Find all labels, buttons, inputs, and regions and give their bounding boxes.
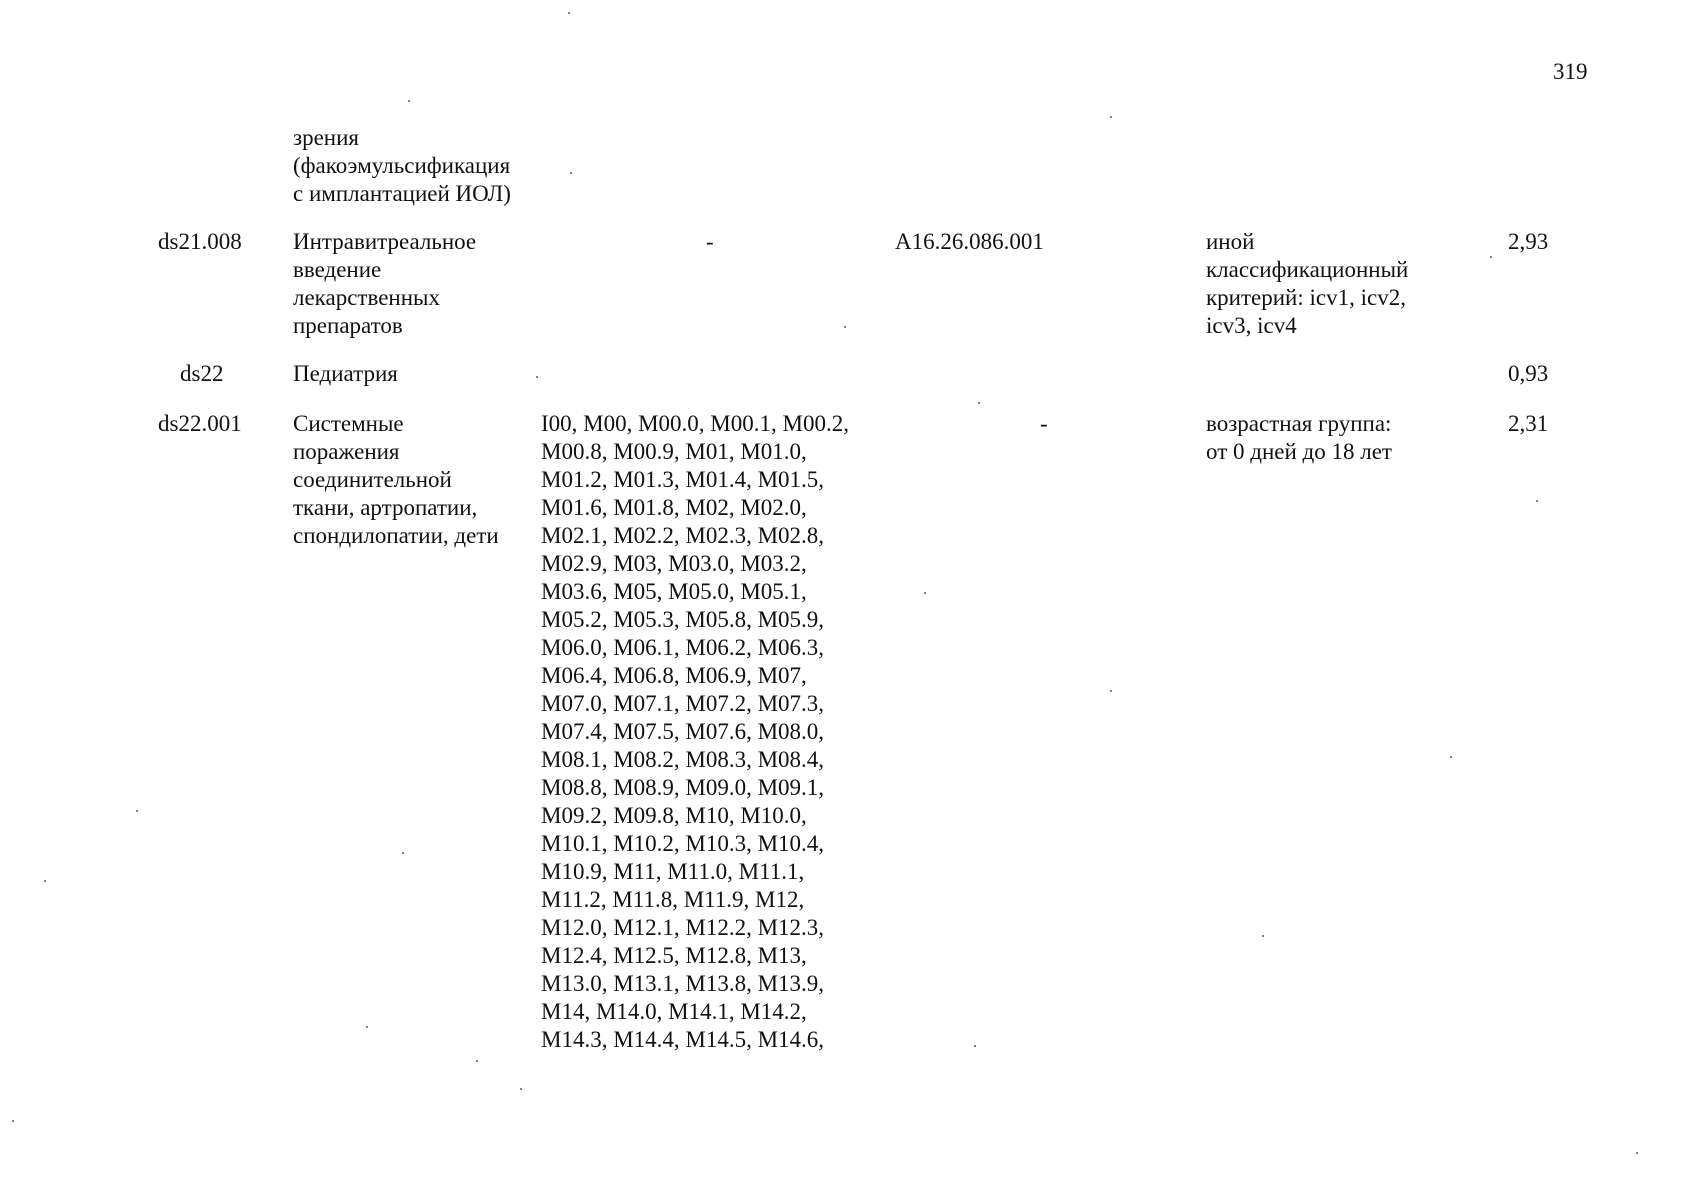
continuation-name-cell: зрения (факоэмульсификация с имплантацией ИОЛ) (293, 125, 511, 206)
row-1-coefficient-cell: 0,93 (1508, 361, 1549, 386)
row-2-criteria-cell: возрастная группа: от 0 дней до 18 лет (1206, 411, 1392, 464)
row-2-services-cell: - (1040, 411, 1048, 436)
scan-speck (366, 1026, 368, 1028)
row-0-name-cell: Интравитреальное введение лекарственных препаратов (293, 229, 477, 338)
scan-speck (136, 810, 138, 812)
scan-speck (476, 1060, 478, 1062)
scan-speck (924, 592, 926, 594)
row-1-name-cell: Педиатрия (293, 361, 398, 386)
scan-speck (570, 172, 572, 174)
row-0-coefficient-cell: 2,93 (1508, 229, 1549, 254)
scan-speck (974, 1045, 976, 1047)
scan-speck (1262, 935, 1264, 937)
scan-speck (408, 100, 410, 102)
scan-speck (1536, 500, 1538, 502)
scan-speck (978, 402, 980, 404)
row-0-diagnoses-cell: - (706, 229, 714, 254)
scan-speck (1110, 690, 1112, 692)
scan-speck (1490, 256, 1492, 258)
row-2-diagnoses-cell: I00, M00, M00.0, M00.1, M00.2, M00.8, M00.9, M01, M01.0, M01.2, M01.3, M01.4, M01.5, M01.6, M01.8, M02, M02.0, M02.1, M02.2, M02.3, M02.8, M02.9, M03, M03.0, M03.2, M03.6, M05, M05.0, M05.1, M05.2, M05.3, M05.8, M05.9, M06.0, M06.1, M06.2, M06.3, M06.4, M06.8, M06.9, M07, M07.0, M07.1, M07.2, M07.3, M07.4, M07.5, M07.6, M08.0, M08.1, M08.2, M08.3, M08.4, M08.8, M08.9, M09.0, M09.1, M09.2, M09.8, M10, M10.0, M10.1, M10.2, M10.3, M10.4, M10.9, M11, M11.0, M11.1, M11.2, M11.8, M11.9, M12, M12.0, M12.1, M12.2, M12.3, M12.4, M12.5, M12.8, M13, M13.0, M13.1, M13.8, M13.9, M14, M14.0, M14.1, M14.2, M14.3, M14.4, M14.5, M14.6, (541, 411, 849, 1052)
row-0-criteria-cell: иной классификационный критерий: icv1, icv2, icv3, icv4 (1206, 229, 1409, 338)
scan-speck (1450, 756, 1452, 758)
row-2-name-cell: Системные поражения соединительной ткани, артропатии, спондилопатии, дети (293, 411, 499, 548)
scan-speck (44, 880, 46, 882)
scan-speck (402, 852, 404, 854)
row-2-code-cell: ds22.001 (158, 411, 242, 436)
scan-speck (536, 376, 538, 378)
page-number: 319 (1553, 59, 1588, 84)
row-1-code-cell: ds22 (180, 361, 224, 386)
row-0-code-cell: ds21.008 (158, 229, 242, 254)
scan-speck (12, 1120, 14, 1122)
scan-speck (844, 326, 846, 328)
row-2-coefficient-cell: 2,31 (1508, 411, 1549, 436)
scan-speck (568, 12, 570, 14)
scan-speck (1110, 116, 1112, 118)
row-0-services-cell: A16.26.086.001 (895, 229, 1044, 254)
scan-speck (520, 1088, 522, 1090)
scan-speck (1636, 1152, 1638, 1154)
